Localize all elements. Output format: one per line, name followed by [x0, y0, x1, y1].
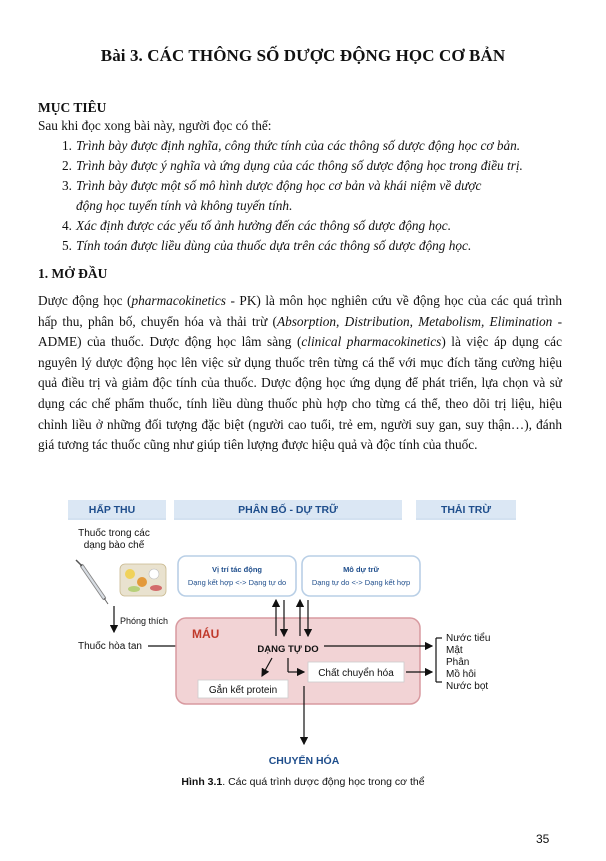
para-term: Absorption, Distribution, Metabolism, Elimination	[276, 313, 553, 329]
page-title: Bài 3. CÁC THÔNG SỐ DƯỢC ĐỘNG HỌC CƠ BẢN	[100, 46, 506, 65]
para-term: clinical pharmacokinetics	[301, 334, 442, 350]
objective-text: Trình bày được định nghĩa, công thức tính của các thông số dược động học cơ bản.	[76, 138, 521, 153]
para-text: ) là việc áp dụng các nguyên lý dược động học lên việc sử dụng thuốc trên từng cá thể với mục đích tăng cường hiệu quả điều trị và giảm độc tính của thuốc. Dược động học ứng dụng để phát triển, lựa chọn và sử dụng các chế phẩm thuốc, tính liều dùng thuốc phù hợp cho từng cá thể, theo dõi trị liệu, hiệu chỉnh liều ở những đối tượng đặc biệt (người cao tuổi, trẻ em, người suy gan, suy thận…), đánh giá tương tác thuốc cũng như giúp tiên lượng được hiệu quả và độc tính của thuốc.	[38, 334, 562, 453]
protein-binding-label: Gắn kết protein	[208, 685, 278, 696]
metabolite-label: Chất chuyển hóa	[318, 668, 394, 679]
storage-tissue-title: Mô dự trữ	[343, 565, 379, 574]
free-form-label: DẠNG TỰ DO	[257, 644, 319, 655]
objective-item	[62, 236, 471, 257]
objective-item	[62, 176, 481, 197]
site-of-action-sub: Dạng kết hợp <-> Dạng tự do	[187, 578, 287, 587]
thai-tru-label: THẢI TRỪ	[440, 504, 492, 516]
para-text: - PK) là môn học nghiên cứu về động học của các quá trình hấp thu, phân bố, chuyển hóa và thải trừ (	[38, 293, 562, 329]
objective-item	[62, 136, 520, 157]
objective-number: 1.	[62, 138, 72, 153]
objective-text: Trình bày được ý nghĩa và ứng dụng của các thông số dược động học trong điều trị.	[76, 158, 523, 173]
site-of-action-box	[178, 556, 296, 596]
pills-icon	[120, 564, 166, 596]
objective-item	[62, 156, 523, 177]
figure-caption-text: . Các quá trình dược động học trong cơ thể	[222, 776, 425, 788]
intro-paragraph	[38, 291, 562, 456]
objective-text: Trình bày được một số mô hình dược động học cơ bản và khái niệm về dược	[76, 178, 482, 193]
objective-text: Tính toán được liều dùng của thuốc dựa trên các thông số dược động học.	[76, 238, 472, 253]
section-heading: 1. MỞ ĐẦU	[38, 266, 108, 281]
release-label: Phóng thích	[120, 616, 169, 626]
objectives-heading: MỤC TIÊU	[38, 100, 107, 115]
figure-caption	[0, 776, 606, 788]
phan-bo-label: PHÂN BỐ - DỰ TRỮ	[238, 504, 338, 516]
storage-tissue-sub: Dạng tự do <-> Dạng kết hợp	[311, 578, 411, 587]
objective-text: Xác định được các yếu tố ảnh hưởng đến các thông số dược động học.	[76, 218, 452, 233]
objectives-intro: Sau khi đọc xong bài này, người đọc có thể:	[38, 118, 272, 133]
site-of-action-title: Vị trí tác động	[211, 565, 263, 574]
hap-thu-label: HẤP THU	[88, 504, 136, 516]
page-number: 35	[536, 832, 550, 846]
blood-label: MÁU	[192, 627, 220, 641]
metabolism-label: CHUYỂN HÓA	[268, 755, 340, 767]
excretion-route: Nước tiểu	[446, 633, 491, 644]
objective-number: 4.	[62, 218, 72, 233]
objective-text-cont: động học tuyến tính và không tuyến tính.	[76, 198, 293, 213]
objective-number: 3.	[62, 178, 72, 193]
excretion-route: Mật	[446, 645, 463, 656]
objective-item	[62, 216, 451, 237]
para-text: Dược động học (	[38, 293, 132, 308]
syringe-icon	[76, 560, 108, 604]
figure-caption-label: Hình 3.1	[181, 776, 223, 788]
storage-tissue-box	[302, 556, 420, 596]
dosage-forms-label: dạng bào chế	[83, 540, 145, 551]
excretion-route: Mồ hôi	[446, 669, 477, 680]
dosage-forms-label: Thuốc trong các	[78, 528, 150, 539]
pk-process-diagram	[62, 486, 522, 772]
para-text: - ADME) của thuốc. Dược động học lâm sàng (	[38, 313, 562, 350]
excretion-route: Phân	[446, 657, 470, 668]
excretion-route: Nước bọt	[446, 681, 489, 692]
para-term: pharmacokinetics	[131, 293, 226, 308]
objective-number: 2.	[62, 158, 72, 173]
dissolved-drug-label: Thuốc hòa tan	[78, 641, 142, 652]
objective-number: 5.	[62, 238, 72, 253]
